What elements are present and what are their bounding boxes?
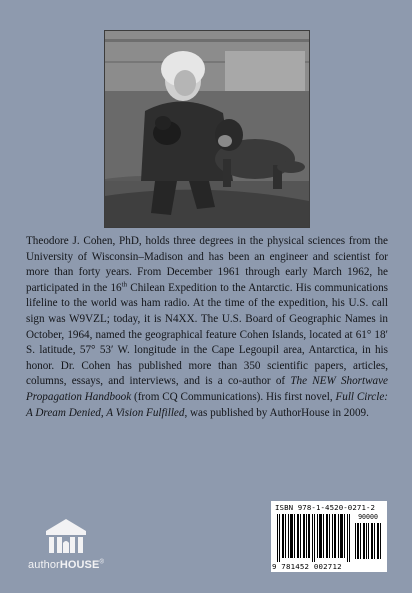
addon-barcode-bars [355, 523, 381, 559]
isbn-label: ISBN 978-1-4520-0271-2 [275, 503, 376, 512]
ean-barcode-bars [277, 514, 353, 562]
ean-digits: 9 781452 002712 [272, 562, 342, 571]
author-photo [104, 30, 310, 228]
isbn-barcode [271, 501, 387, 572]
house-logo-icon [44, 517, 88, 557]
book-title-propagation-handbook: The NEW Shortwave Propagation Handbook [26, 375, 388, 403]
author-bio: Theodore J. Cohen, PhD, holds three degrees in the physical sciences from the University of Wisconsin–Madison and has been an engineer and scientist for more than forty years. From December 1961 through early March 1962, he participated in the 16th Chilean Expedition to the Antarctic. His communications lifeline to the world was ham radio. At the time of the expedition, his U.S. call sign was W9VZL; today, it is N4XX. The U.S. Board of Geographic Names in October, 1964, named the geographical feature Cohen Islands, located at 61° 18′ S. latitude, 57° 53′ W. longitude in the Cape Legoupil area, Antarctica, in his honor. Dr. Cohen has published more than 350 scientific papers, articles, columns, essays, and interviews, and is a co-author of The NEW Shortwave Propagation Handbook (from CQ Communications). His first novel, Full Circle: A Dream Denied, A Vision Fulfilled, was published by AuthorHouse in 2009. [26, 235, 389, 419]
price-code: 90000 [358, 513, 378, 521]
publisher-name: authorHOUSE® [28, 559, 104, 571]
book-title-full-circle: Full Circle: A Dream Denied, A Vision Fulfilled [26, 390, 388, 419]
authorhouse-logo [24, 513, 108, 575]
